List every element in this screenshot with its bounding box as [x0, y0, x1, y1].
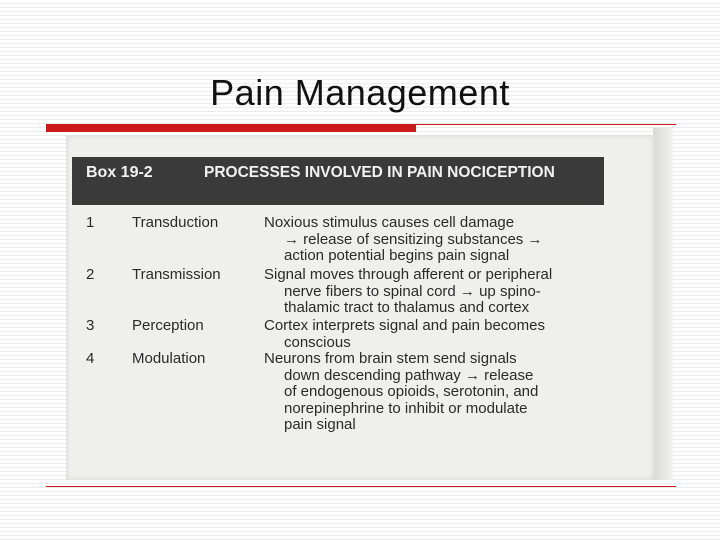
process-number: 3	[86, 317, 95, 334]
description-line: nerve fibers to spinal cord → up spino-	[284, 282, 541, 300]
description-line: Signal moves through afferent or peripheral	[264, 266, 553, 283]
description-line: → release of sensitizing substances →	[284, 230, 543, 248]
process-name: Modulation	[132, 350, 206, 367]
scan-page-shadow	[653, 128, 673, 480]
process-description	[264, 318, 604, 351]
description-line: Cortex interprets signal and pain becomes	[264, 317, 545, 334]
description-line: conscious	[284, 333, 351, 351]
process-name: Perception	[132, 317, 204, 334]
box-header	[72, 157, 604, 205]
description-line: Noxious stimulus causes cell damage	[264, 214, 515, 231]
description-line: Neurons from brain stem send signals	[264, 350, 517, 367]
slide-title: Pain Management	[210, 72, 510, 113]
description-line: down descending pathway → release	[284, 366, 534, 384]
scanned-textbook-box	[66, 135, 654, 480]
process-number: 4	[86, 350, 95, 367]
description-line: pain signal	[284, 416, 356, 434]
process-name: Transmission	[132, 266, 221, 283]
description-line: norepinephrine to inhibit or modulate	[284, 399, 528, 417]
box-title: PROCESSES INVOLVED IN PAIN NOCICEPTION	[204, 164, 555, 181]
description-line: action potential begins pain signal	[284, 247, 510, 265]
process-description	[264, 351, 604, 434]
box-number: Box 19-2	[86, 164, 153, 181]
description-line: of endogenous opioids, serotonin, and	[284, 383, 539, 401]
title-accent-bar	[46, 124, 416, 132]
process-description	[264, 267, 604, 317]
description-line: thalamic tract to thalamus and cortex	[284, 299, 530, 317]
bottom-rule	[46, 486, 676, 487]
process-number: 1	[86, 214, 95, 231]
process-number: 2	[86, 266, 95, 283]
process-description	[264, 215, 604, 265]
process-name: Transduction	[132, 214, 219, 231]
